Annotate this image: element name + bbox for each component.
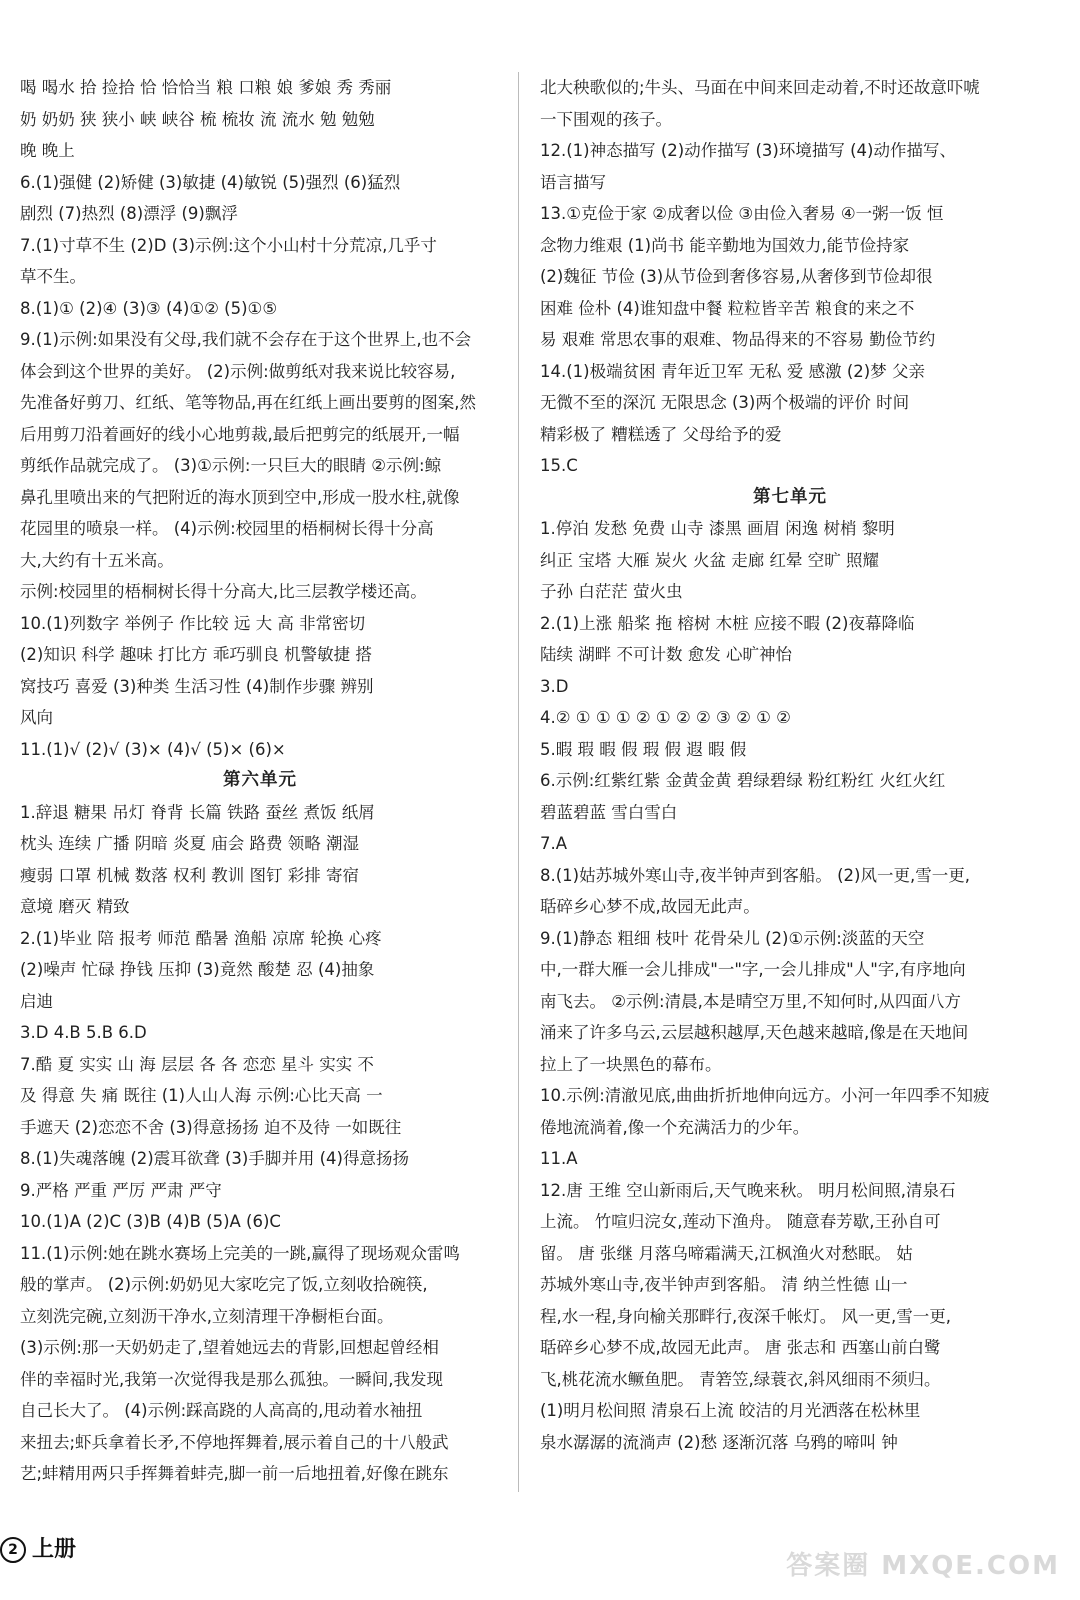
answer-line: 后用剪刀沿着画好的线小心地剪裁,最后把剪完的纸展开,一幅 xyxy=(20,424,460,444)
answer-line: 10.示例:清澈见底,曲曲折折地伸向远方。小河一年四季不知疲 xyxy=(540,1086,990,1105)
answer-line: 11.(1)示例:她在跳水赛场上完美的一跳,赢得了现场观众雷鸣 xyxy=(20,1243,460,1263)
answer-line: 10.(1)列数字 举例子 作比较 远 大 高 非常密切 xyxy=(20,613,366,633)
answer-line: (1)明月松间照 清泉石上流 皎洁的月光洒落在松林里 xyxy=(540,1401,921,1420)
answer-line: 精彩极了 糟糕透了 父母给予的爱 xyxy=(540,424,782,444)
right-column xyxy=(540,72,1040,1458)
answer-line: 程,水一程,身向榆关那畔行,夜深千帐灯。 风一更,雪一更, xyxy=(540,1306,951,1326)
answer-line: 先准备好剪刀、红纸、笔等物品,再在红纸上画出要剪的图案,然 xyxy=(20,393,476,412)
answer-line: 语言描写 xyxy=(540,172,606,192)
answer-line: 倦地流淌着,像一个充满活力的少年。 xyxy=(540,1117,810,1137)
answer-line: 11.(1)√ (2)√ (3)× (4)√ (5)× (6)× xyxy=(20,739,286,759)
answer-line: 中,一群大雁一会儿排成"一"字,一会儿排成"人"字,有序地向 xyxy=(540,960,966,979)
answer-line: 易 艰难 常思农事的艰难、物品得来的不容易 勤俭节约 xyxy=(540,330,936,349)
answer-line: 4.② ① ① ① ② ① ② ② ③ ② ① ② xyxy=(540,708,791,727)
unit-heading: 第七单元 xyxy=(753,486,827,507)
answer-line: 1.辞退 糖果 吊灯 脊背 长篇 铁路 蚕丝 煮饭 纸屑 xyxy=(20,802,375,822)
answer-line: 涌来了许多乌云,云层越积越厚,天色越来越暗,像是在天地间 xyxy=(540,1023,969,1042)
answer-line: 碧蓝碧蓝 雪白雪白 xyxy=(540,802,678,822)
answer-line: 手遮天 (2)恋恋不舍 (3)得意扬扬 迫不及待 一如既往 xyxy=(20,1117,402,1137)
answer-line: 草不生。 xyxy=(20,267,86,286)
answer-line: 留。 唐 张继 月落乌啼霜满天,江枫渔火对愁眠。 姑 xyxy=(540,1243,913,1263)
answer-line: 启迪 xyxy=(20,991,53,1011)
answer-line: 来扭去;虾兵拿着长矛,不停地挥舞着,展示着自己的十八般武 xyxy=(20,1432,449,1452)
answer-line: 5.暇 瑕 暇 假 瑕 假 遐 暇 假 xyxy=(540,739,747,759)
column-divider xyxy=(518,72,519,1492)
answer-line: 念物力维艰 (1)尚书 能辛勤地为国效力,能节俭持家 xyxy=(540,235,910,255)
answer-line: 聒碎乡心梦不成,故园无此声。 唐 张志和 西塞山前白鹭 xyxy=(540,1338,941,1357)
answer-line: 剧烈 (7)热烈 (8)漂浮 (9)飘浮 xyxy=(20,204,238,223)
answer-line: 14.(1)极端贫困 青年近卫军 无私 爱 感激 (2)梦 父亲 xyxy=(540,361,925,381)
volume-label: 上册 xyxy=(32,1537,77,1562)
answer-line: 示例:校园里的梧桐树长得十分高大,比三层教学楼还高。 xyxy=(20,582,427,601)
answer-line: 窝技巧 喜爱 (3)种类 生活习性 (4)制作步骤 辨别 xyxy=(20,676,374,696)
answer-line: 晚 晚上 xyxy=(20,141,75,160)
answer-line: 伴的幸福时光,我第一次觉得我是那么孤独。一瞬间,我发现 xyxy=(20,1369,443,1389)
answer-line: 3.D xyxy=(540,676,569,696)
answer-line: 6.(1)强健 (2)矫健 (3)敏捷 (4)敏锐 (5)强烈 (6)猛烈 xyxy=(20,172,401,192)
answer-line: 6.示例:红紫红紫 金黄金黄 碧绿碧绿 粉红粉红 火红火红 xyxy=(540,771,946,790)
answer-line: 上流。 竹喧归浣女,莲动下渔舟。 随意春芳歇,王孙自可 xyxy=(540,1212,941,1231)
answer-line: 10.(1)A (2)C (3)B (4)B (5)A (6)C xyxy=(20,1212,281,1231)
answer-line: 陆续 湖畔 不可计数 愈发 心旷神怡 xyxy=(540,645,792,664)
answer-line: 风向 xyxy=(20,708,53,727)
answer-line: 13.①克俭于家 ②成奢以俭 ③由俭入奢易 ④一粥一饭 恒 xyxy=(540,204,944,223)
answer-line: 无微不至的深沉 无限思念 (3)两个极端的评价 时间 xyxy=(540,393,910,412)
answer-line: 12.唐 王维 空山新雨后,天气晚来秋。 明月松间照,清泉石 xyxy=(540,1180,956,1200)
answer-line: 3.D 4.B 5.B 6.D xyxy=(20,1023,147,1042)
answer-line: 剪纸作品就完成了。 (3)①示例:一只巨大的眼睛 ②示例:鲸 xyxy=(20,456,442,475)
answer-line: 12.(1)神态描写 (2)动作描写 (3)环境描写 (4)动作描写、 xyxy=(540,141,956,160)
answer-line: (2)噪声 忙碌 挣钱 压抑 (3)竟然 酸楚 忍 (4)抽象 xyxy=(20,960,375,979)
answer-line: 7.A xyxy=(540,834,568,853)
answer-line: 枕头 连续 广播 阴暗 炎夏 庙会 路费 领略 潮湿 xyxy=(20,834,359,853)
answer-line: 艺;蚌精用两只手挥舞着蚌壳,脚一前一后地扭着,好像在跳东 xyxy=(20,1464,449,1483)
answer-line: 奶 奶奶 狭 狭小 峡 峡谷 梳 梳妆 流 流水 勉 勉勉 xyxy=(20,109,375,129)
watermark-logo: 答案圈 MXQE.COM xyxy=(786,1551,1060,1581)
answer-line: 纠正 宝塔 大雁 炭火 火盆 走廊 红晕 空旷 照耀 xyxy=(540,550,879,570)
answer-line: 1.停泊 发愁 免费 山寺 漆黑 画眉 闲逸 树梢 黎明 xyxy=(540,519,895,538)
answer-line: 9.(1)静态 粗细 枝叶 花骨朵儿 (2)①示例:淡蓝的天空 xyxy=(540,928,925,948)
answer-line: 立刻洗完碗,立刻沥干净水,立刻清理干净橱柜台面。 xyxy=(20,1306,394,1326)
answer-line: 及 得意 失 痛 既往 (1)人山人海 示例:心比天高 一 xyxy=(20,1086,383,1105)
answer-line: 子孙 白茫茫 萤火虫 xyxy=(540,582,683,601)
answer-line: 8.(1)① (2)④ (3)③ (4)①② (5)①⑤ xyxy=(20,298,278,318)
answer-line: 南飞去。 ②示例:清晨,本是晴空万里,不知何时,从四面八方 xyxy=(540,991,961,1011)
answer-line: 2.(1)上涨 船桨 拖 榕树 木桩 应接不暇 (2)夜幕降临 xyxy=(540,613,915,633)
answer-line: 瘦弱 口罩 机械 数落 权利 教训 图钉 彩排 寄宿 xyxy=(20,865,359,885)
answer-line: 7.(1)寸草不生 (2)D (3)示例:这个小山村十分荒凉,几乎寸 xyxy=(20,235,437,255)
answer-line: 北大秧歌似的;牛头、马面在中间来回走动着,不时还故意吓唬 xyxy=(540,78,980,97)
answer-line: (3)示例:那一天奶奶走了,望着她远去的背影,回想起曾经相 xyxy=(20,1338,439,1357)
answer-line: 9.严格 严重 严厉 严肃 严守 xyxy=(20,1180,222,1200)
answer-line: 意境 磨灭 精致 xyxy=(20,897,130,916)
unit-heading: 第六单元 xyxy=(223,770,297,790)
answer-line: 7.酷 夏 实实 山 海 层层 各 各 恋恋 星斗 实实 不 xyxy=(20,1054,374,1074)
answer-line: 聒碎乡心梦不成,故园无此声。 xyxy=(540,897,760,916)
answer-line: 苏城外寒山寺,夜半钟声到客船。 清 纳兰性德 山一 xyxy=(540,1275,908,1294)
answer-line: (2)魏征 节俭 (3)从节俭到奢侈容易,从奢侈到节俭却很 xyxy=(540,267,933,286)
answer-line: 自己长大了。 (4)示例:踩高跷的人高高的,甩动着水袖扭 xyxy=(20,1401,423,1420)
answer-line: 8.(1)姑苏城外寒山寺,夜半钟声到客船。 (2)风一更,雪一更, xyxy=(540,865,970,885)
answer-line: 喝 喝水 拾 捡拾 恰 恰恰当 粮 口粮 娘 爹娘 秀 秀丽 xyxy=(20,78,392,97)
answer-line: 拉上了一块黑色的幕布。 xyxy=(540,1054,722,1074)
answer-line: 花园里的喷泉一样。 (4)示例:校园里的梧桐树长得十分高 xyxy=(20,519,434,538)
answer-line: 困难 俭朴 (4)谁知盘中餐 粒粒皆辛苦 粮食的来之不 xyxy=(540,298,915,318)
answer-line: 2.(1)毕业 陪 报考 师范 酷暑 渔船 凉席 轮换 心疼 xyxy=(20,928,382,948)
answer-line: 一下围观的孩子。 xyxy=(540,109,672,129)
page-footer xyxy=(0,1530,76,1570)
answer-line: 泉水潺潺的流淌声 (2)愁 逐渐沉落 乌鸦的啼叫 钟 xyxy=(540,1432,898,1452)
answer-line: 大,大约有十五米高。 xyxy=(20,550,174,570)
answer-line: 9.(1)示例:如果没有父母,我们就不会存在于这个世界上,也不会 xyxy=(20,330,472,349)
answer-line: 体会到这个世界的美好。 (2)示例:做剪纸对我来说比较容易, xyxy=(20,361,456,381)
answer-line: 8.(1)失魂落魄 (2)震耳欲聋 (3)手脚并用 (4)得意扬扬 xyxy=(20,1149,409,1168)
answer-line: 飞,桃花流水鳜鱼肥。 青箬笠,绿蓑衣,斜风细雨不须归。 xyxy=(540,1369,941,1389)
answer-line: (2)知识 科学 趣味 打比方 乖巧驯良 机警敏捷 搭 xyxy=(20,645,372,664)
answer-line: 般的掌声。 (2)示例:奶奶见大家吃完了饭,立刻收拾碗筷, xyxy=(20,1275,428,1294)
answer-line: 鼻孔里喷出来的气把附近的海水顶到空中,形成一股水柱,就像 xyxy=(20,487,460,507)
page-number: 2 xyxy=(0,1537,26,1563)
answer-line: 11.A xyxy=(540,1149,578,1168)
left-column xyxy=(20,72,500,1490)
answer-line: 15.C xyxy=(540,456,578,475)
